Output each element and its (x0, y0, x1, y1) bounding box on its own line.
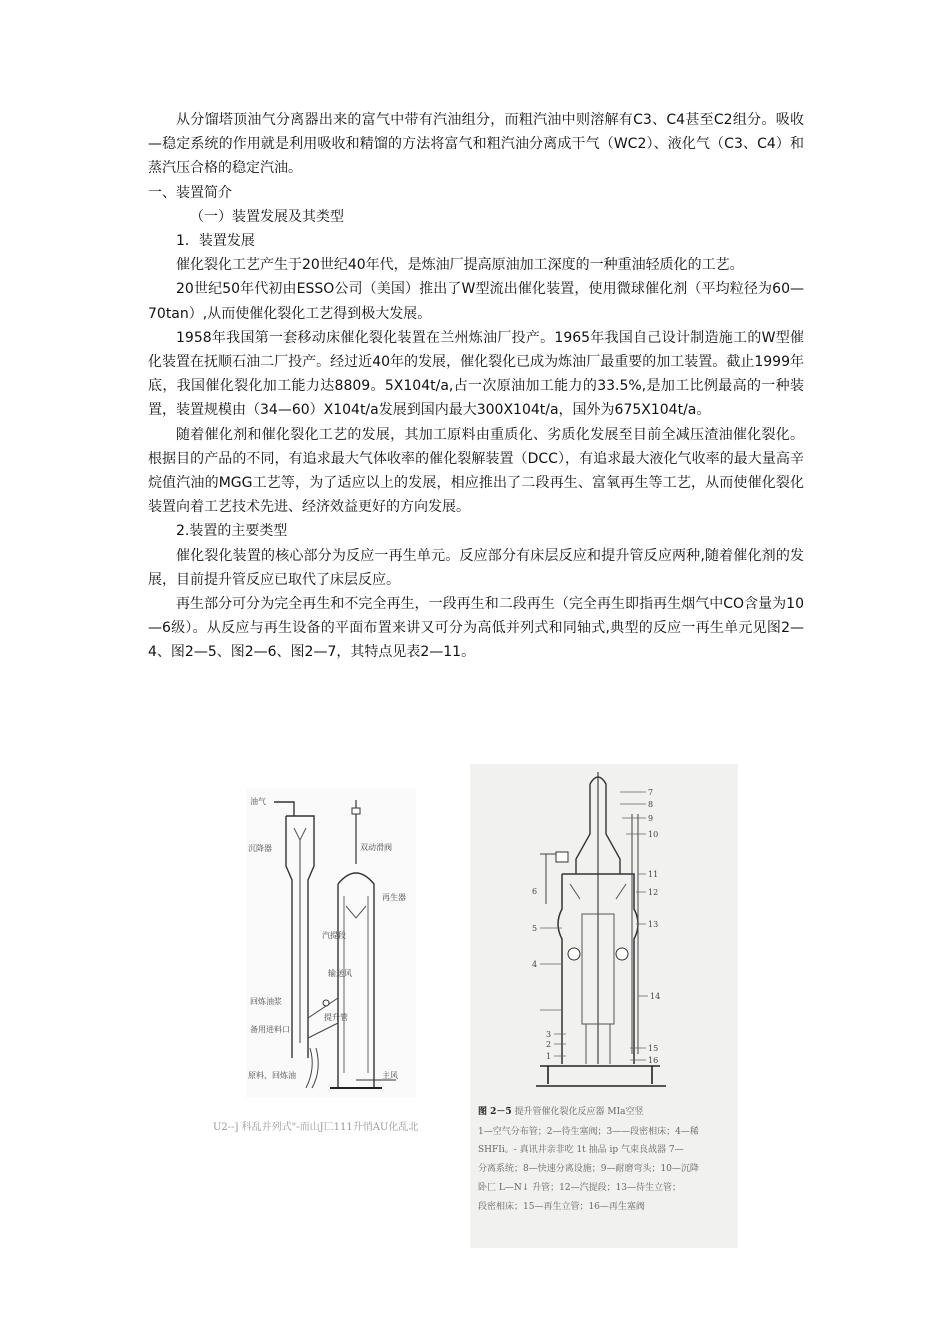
paragraph: 1．装置发展 (176, 233, 255, 250)
part-number-9: 9 (648, 814, 654, 823)
label-feed: 原料、回炼油 (248, 1071, 296, 1080)
paragraph: 催化裂化工艺产生于20世纪40年代，是炼油厂提高原油加工深度的一种重油轻质化的工艺。 (176, 257, 744, 274)
paragraph: 再生部分可分为完全再生和不完全再生，一段再生和二段再生（完全再生即指再生烟气中CO含量为10—6级）。从反应与再生设备的平面布置来讲又可分为高低并列式和同轴式,典型的反应一再生单元见图2—4、图2—5、图2—6、图2—7，其特点见表2—11。 (148, 596, 804, 661)
part-number-13: 13 (648, 920, 659, 929)
caption-figure-number: 图 2－5 (478, 1107, 512, 1117)
paragraph: （一）装置发展及其类型 (190, 208, 344, 225)
riser-reactor-drawing (470, 764, 738, 1104)
part-number-15: 15 (648, 1044, 659, 1053)
side-by-side-unit-drawing (246, 788, 416, 1098)
paragraph: 20世纪50年代初由ESSO公司（美国）推出了W型流出催化装置，使用微球催化剂（平均粒径为60—70tan）,从而使催化裂化工艺得到极大发展。 (148, 281, 804, 322)
caption-line (478, 1124, 699, 1137)
caption-text: 1—空气分布管；2—待生塞阀；3——段密相床；4—稀 (478, 1127, 699, 1137)
figure-side-by-side-unit (246, 788, 416, 1098)
label-transport-air: 输送风 (328, 969, 352, 978)
figure-left-caption: U2--] 科乱并列式"-而山J匚111升悄AU化乱北 (213, 1122, 419, 1133)
caption-text: 卧匚 L—N↓ 升管；12—汽提段；13—待生立管； (478, 1183, 682, 1193)
paragraph: 从分馏塔顶油气分离器出来的富气中带有汽油组分，而粗汽油中则溶解有C3、C4甚至C2组分。吸收—稳定系统的作用就是利用吸收和精馏的方法将富气和粗汽油分离成干气（WC2）、液化气（C3、C4）和蒸汽压合格的稳定汽油。 (148, 112, 804, 177)
caption-line (478, 1180, 681, 1193)
paragraph: 一、装置简介 (148, 184, 232, 201)
label-riser: 提升管 (324, 1013, 348, 1022)
caption-text: 提升管催化裂化反应器 MIa空竖 (514, 1107, 644, 1117)
caption-line (478, 1104, 644, 1117)
caption-text: 段密相床；15—再生立管；16—再生塞阀 (478, 1202, 645, 1212)
paragraph: 催化裂化装置的核心部分为反应一再生单元。反应部分有床层反应和提升管反应两种,随着催化剂的发展，目前提升管反应已取代了床层反应。 (148, 547, 804, 588)
label-stripping: 汽提段 (322, 931, 346, 940)
part-number-3: 3 (546, 1030, 552, 1039)
paragraph: 随着催化剂和催化裂化工艺的发展，其加工原料由重质化、劣质化发展至目前全减压渣油催化裂化。根据目的产品的不同，有追求最大气体收率的催化裂解装置（DCC），有追求最大液化气收率的最大量高辛烷值汽油的MGG工艺等，为了适应以上的发展，相应推出了二段再生、富氧再生等工艺，从而使催化裂化装置向着工艺技术先进、经济效益更好的方向发展。 (148, 426, 804, 516)
caption-text: SHFIi。- 真讯井亲非吃 1t 抽品 ip 气束良战器 7— (478, 1145, 684, 1155)
figure-riser-reactor (470, 764, 738, 1248)
label-main-air: 主风 (382, 1071, 398, 1080)
part-number-11: 11 (648, 870, 659, 879)
label-recycle-pump: 回炼油浆 (250, 997, 282, 1006)
part-number-14: 14 (650, 992, 661, 1001)
part-number-6: 6 (532, 887, 538, 896)
label-regenerator: 再生器 (382, 893, 406, 902)
part-number-16: 16 (648, 1056, 659, 1065)
part-number-8: 8 (648, 800, 654, 809)
label-double-valve: 双动滑阀 (360, 843, 392, 852)
caption-line (478, 1142, 684, 1155)
caption-line (478, 1161, 699, 1174)
document-body (148, 108, 804, 665)
paragraph: 2.装置的主要类型 (176, 523, 288, 540)
part-number-12: 12 (648, 888, 659, 897)
caption-text: 分离系统；8—快速分离设施；9—耐磨弯头；10—沉降 (478, 1164, 699, 1174)
part-number-1: 1 (546, 1052, 552, 1061)
part-number-5: 5 (532, 924, 538, 933)
part-number-10: 10 (648, 830, 659, 839)
part-number-4: 4 (532, 960, 538, 969)
label-settler: 沉降器 (248, 844, 272, 853)
caption-line (478, 1199, 645, 1212)
part-number-7: 7 (648, 788, 654, 797)
label-oil-gas: 油气 (250, 797, 266, 806)
part-number-2: 2 (546, 1040, 552, 1049)
paragraph: 1958年我国第一套移动床催化裂化装置在兰州炼油厂投产。1965年我国自己设计制造施工的W型催化装置在抚顺石油二厂投产。经过近40年的发展，催化裂化已成为炼油厂最重要的加工装置。截止1999年底，我国催化裂化加工能力达8809。5X104t/a,占一次原油加工能力的33.5%,是加工比例最高的一种装置，装置规模由（34—60）X104t/a发展到国内最大300X104t/a，国外为675X104t/a。 (148, 329, 804, 419)
label-spare-feed: 备用进料口 (250, 1025, 290, 1034)
